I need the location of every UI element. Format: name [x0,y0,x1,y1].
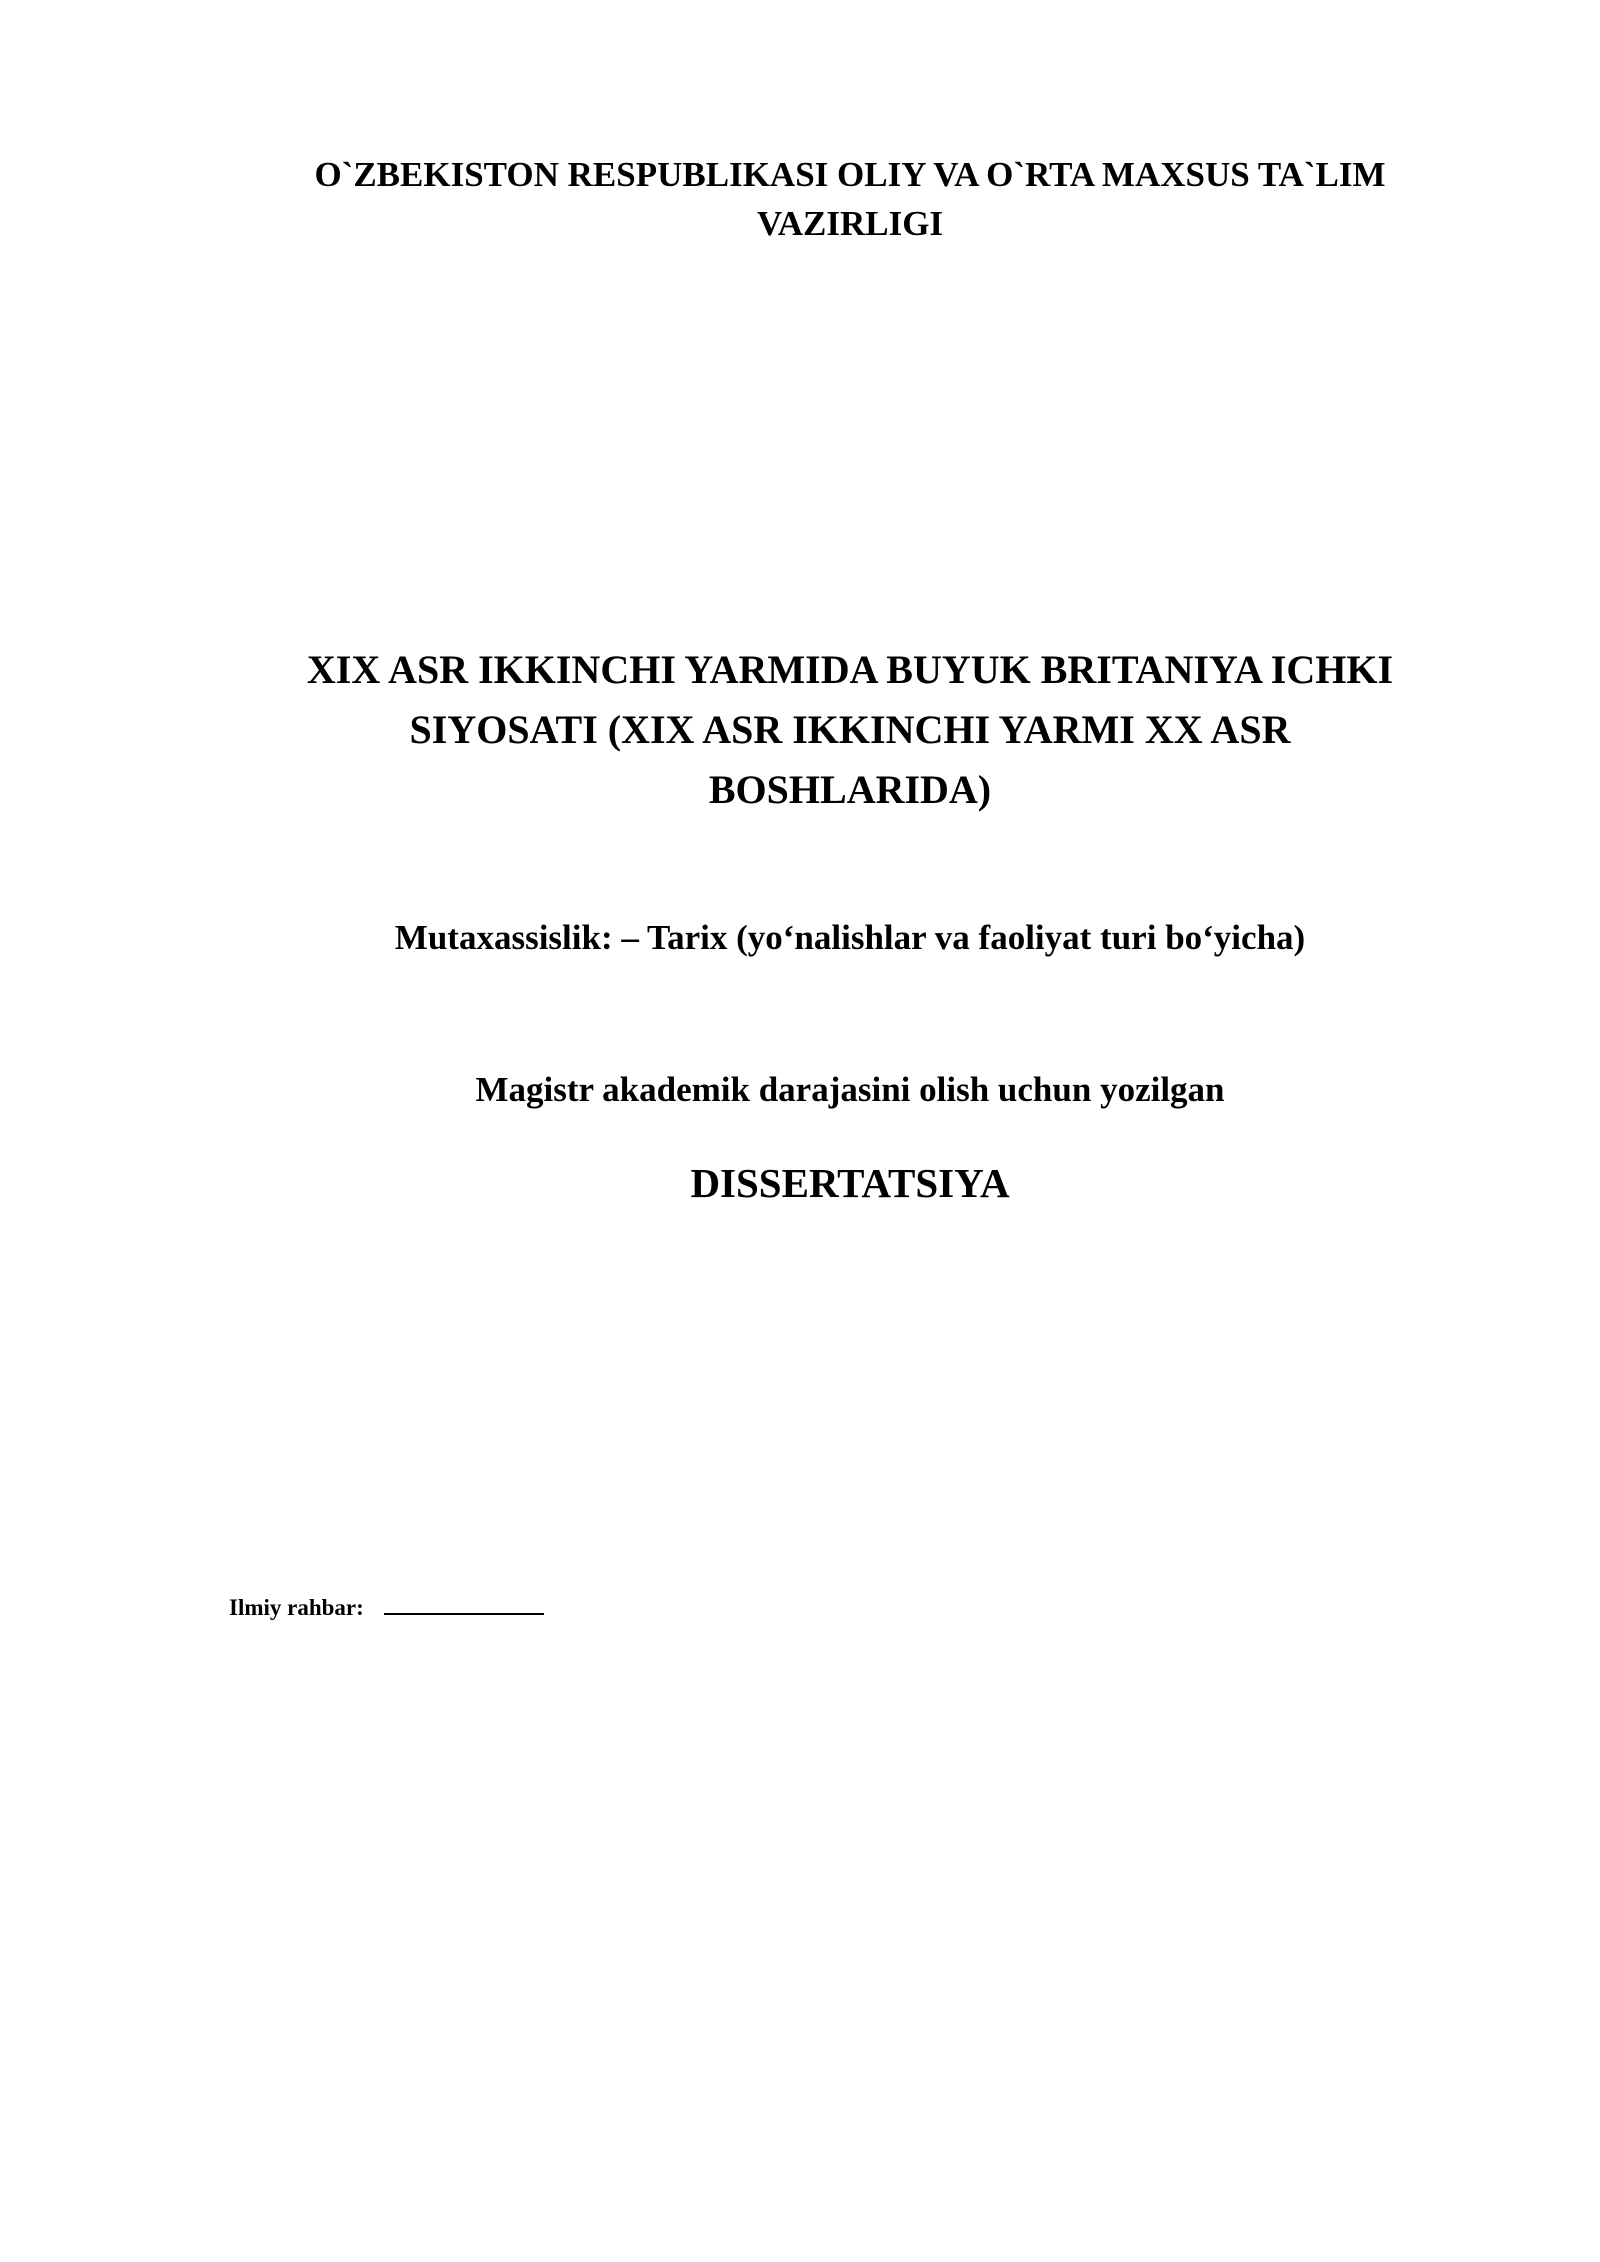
title-line-1: XIX ASR IKKINCHI YARMIDA BUYUK BRITANIYA ICHKI [306,647,1394,692]
ministry-line-2: VAZIRLIGI [756,204,944,243]
title-line-2: SIYOSATI (XIX ASR IKKINCHI YARMI XX ASR [409,707,1291,752]
dissertation-title [230,640,1470,820]
signature-line [384,1593,544,1615]
specialty-line: Mutaxassislik: – Tarix (yo‘nalishlar va faoliyat turi bo‘yicha) [394,918,1306,957]
supervisor-label: Ilmiy rahbar: [229,1595,364,1620]
supervisor-field [229,1592,544,1624]
ministry-heading [230,150,1470,248]
ministry-line-1: O`ZBEKISTON RESPUBLIKASI OLIY VA O`RTA MAXSUS TA`LIM [314,155,1386,194]
purpose-line: Magistr akademik darajasini olish uchun yozilgan [475,1070,1225,1109]
document-type: DISSERTATSIYA [690,1160,1010,1206]
title-line-3: BOSHLARIDA) [708,767,992,812]
